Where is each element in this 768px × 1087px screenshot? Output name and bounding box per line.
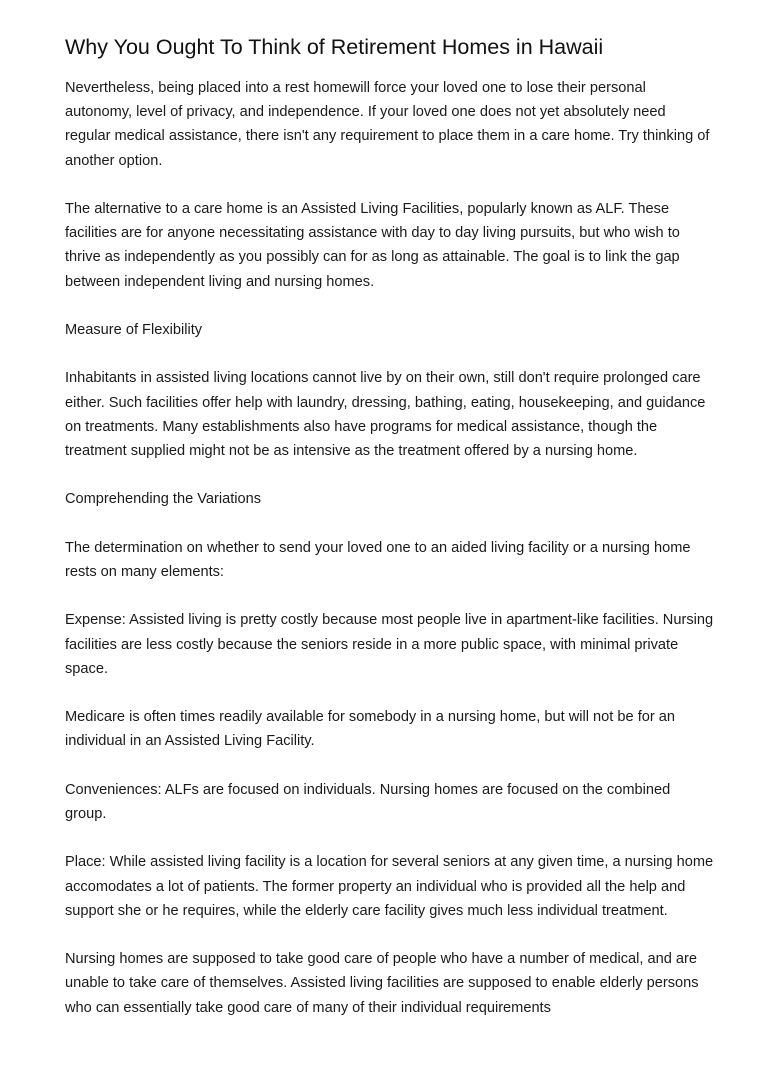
paragraph-expense: Expense: Assisted living is pretty costly because most people live in apartment-like facilities. Nursing facilities are less costly because the seniors reside in a more public space, with minimal private space. <box>65 612 714 677</box>
section-heading-flexibility: Measure of Flexibility <box>65 322 203 338</box>
paragraph-conveniences: Conveniences: ALFs are focused on individuals. Nursing homes are focused on the combined group. <box>65 781 671 822</box>
document-page <box>65 30 715 1044</box>
paragraph-place: Place: While assisted living facility is a location for several seniors at any given time, a nursing home accomodates a lot of patients. The former property an individual who is provided all the help and support she or he requires, while the elderly care facility gives much less individual treatment. <box>65 854 714 919</box>
paragraph-intro: Nevertheless, being placed into a rest homewill force your loved one to lose their personal autonomy, level of privacy, and independence. If your loved one does not yet absolutely need regular medical assistance, there isn't any requirement to place them in a care home. Try thinking of another option. <box>65 80 710 169</box>
paragraph-medicare: Medicare is often times readily available for somebody in a nursing home, but will not be for an individual in an Assisted Living Facility. <box>65 709 676 750</box>
paragraph-determination: The determination on whether to send your loved one to an aided living facility or a nursing home rests on many elements: <box>65 539 691 580</box>
paragraph-alf-alternative: The alternative to a care home is an Assisted Living Facilities, popularly known as ALF. These facilities are for anyone necessitating assistance with day to day living pursuits, but who wish to thrive as independently as you possibly can for as long as attainable. The goal is to link the gap between independent living and nursing homes. <box>65 201 680 290</box>
paragraph-nursing-homes: Nursing homes are supposed to take good care of people who have a number of medical, and are unable to take care of themselves. Assisted living facilities are supposed to enable elderly persons who can essentially take good care of many of their individual requirements <box>65 951 699 1016</box>
paragraph-inhabitants: Inhabitants in assisted living locations cannot live by on their own, still don't require prolonged care either. Such facilities offer help with laundry, dressing, bathing, eating, housekeeping, and guidance on treatments. Many establishments also have programs for medical assistance, though the treatment supplied might not be as intensive as the treatment offered by a nursing home. <box>65 370 706 459</box>
document-title: Why You Ought To Think of Retirement Homes in Hawaii <box>65 35 604 59</box>
section-heading-variations: Comprehending the Variations <box>65 491 262 508</box>
